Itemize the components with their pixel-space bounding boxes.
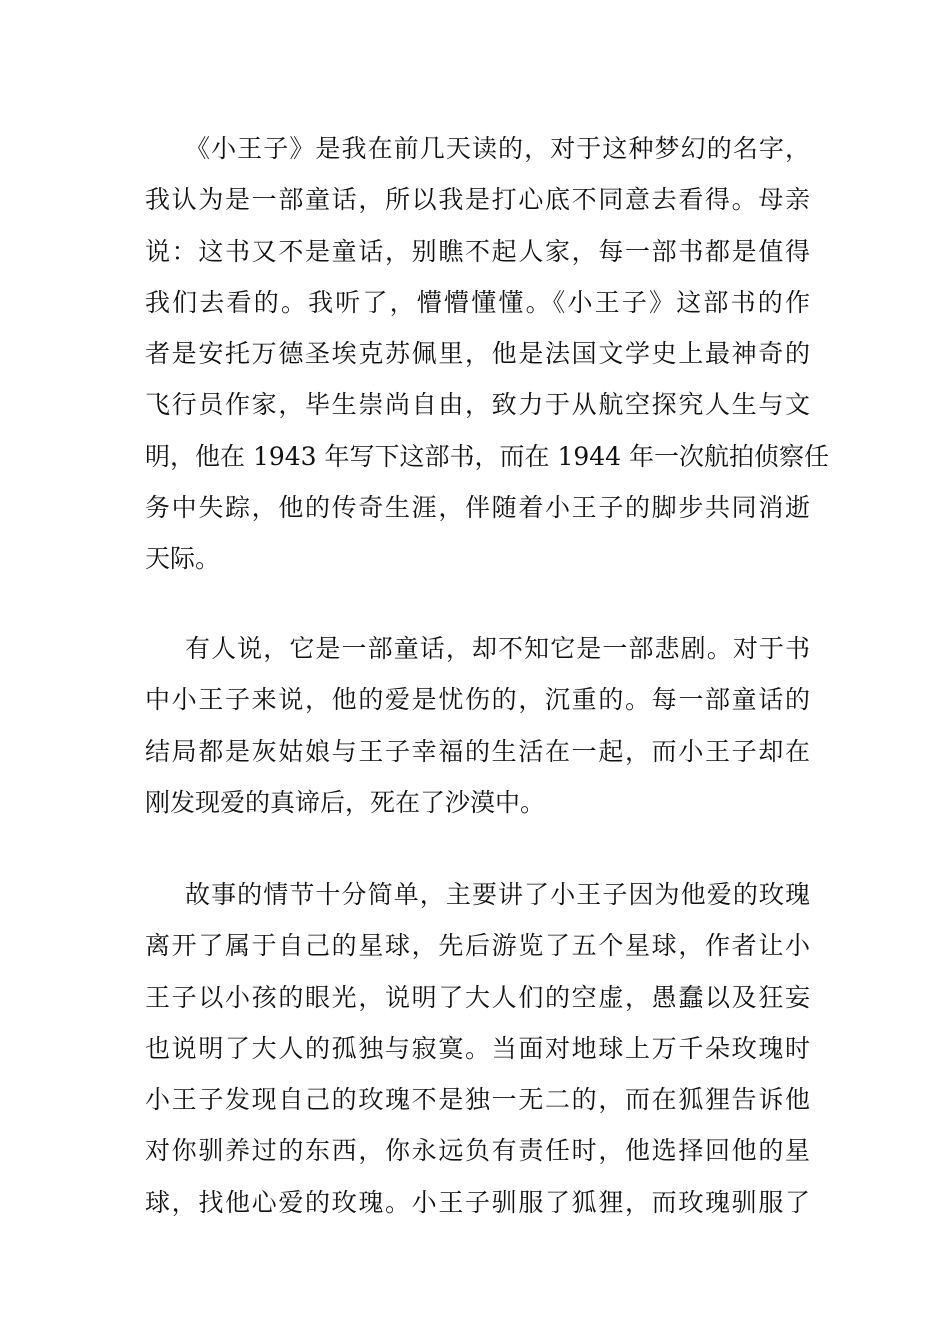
paragraph-line: 说：这书又不是童话，别瞧不起人家，每一部书都是值得 <box>145 236 810 266</box>
paragraph-2 <box>145 623 810 828</box>
paragraph-3 <box>145 869 810 1228</box>
paragraph-line: 明，他在 1943 年写下这部书，而在 1944 年一次航拍侦察任 <box>145 441 830 471</box>
paragraph-line: 《小王子》是我在前几天读的，对于这种梦幻的名字， <box>185 134 810 163</box>
paragraph-line: 故事的情节十分简单，主要讲了小王子因为他爱的玫瑰 <box>185 880 810 909</box>
paragraph-line: 球，找他心爱的玫瑰。小王子驯服了狐狸，而玫瑰驯服了 <box>145 1187 810 1217</box>
paragraph-line: 天际。 <box>145 544 221 574</box>
paragraph-line: 刚发现爱的真谛后，死在了沙漠中。 <box>145 787 546 817</box>
paragraph-line: 我认为是一部童话，所以我是打心底不同意去看得。母亲 <box>145 185 810 215</box>
paragraph-line: 小王子发现自己的玫瑰不是独一无二的，而在狐狸告诉他 <box>145 1085 810 1115</box>
paragraph-line: 我们去看的。我听了，懵懵懂懂。《小王子》这部书的作 <box>145 287 810 317</box>
paragraph-line: 结局都是灰姑娘与王子幸福的生活在一起，而小王子却在 <box>145 736 810 766</box>
paragraph-line: 中小王子来说，他的爱是忧伤的，沉重的。每一部童话的 <box>145 685 810 715</box>
paragraph-line: 者是安托万德圣埃克苏佩里，他是法国文学史上最神奇的 <box>145 339 810 369</box>
paragraph-1 <box>145 123 830 585</box>
paragraph-line: 对你驯养过的东西，你永远负有责任时，他选择回他的星 <box>145 1136 810 1166</box>
paragraph-line: 离开了属于自己的星球，先后游览了五个星球，作者让小 <box>145 931 810 961</box>
paragraph-line: 飞行员作家，毕生崇尚自由，致力于从航空探究人生与文 <box>145 390 810 420</box>
paragraph-line: 有人说，它是一部童话，却不知它是一部悲剧。对于书 <box>185 634 810 663</box>
paragraph-line: 也说明了大人的孤独与寂寞。当面对地球上万千朵玫瑰时 <box>145 1033 810 1063</box>
paragraph-line: 务中失踪，他的传奇生涯，伴随着小王子的脚步共同消逝 <box>145 493 810 523</box>
paragraph-line: 王子以小孩的眼光，说明了大人们的空虚，愚蠢以及狂妄 <box>145 982 810 1012</box>
